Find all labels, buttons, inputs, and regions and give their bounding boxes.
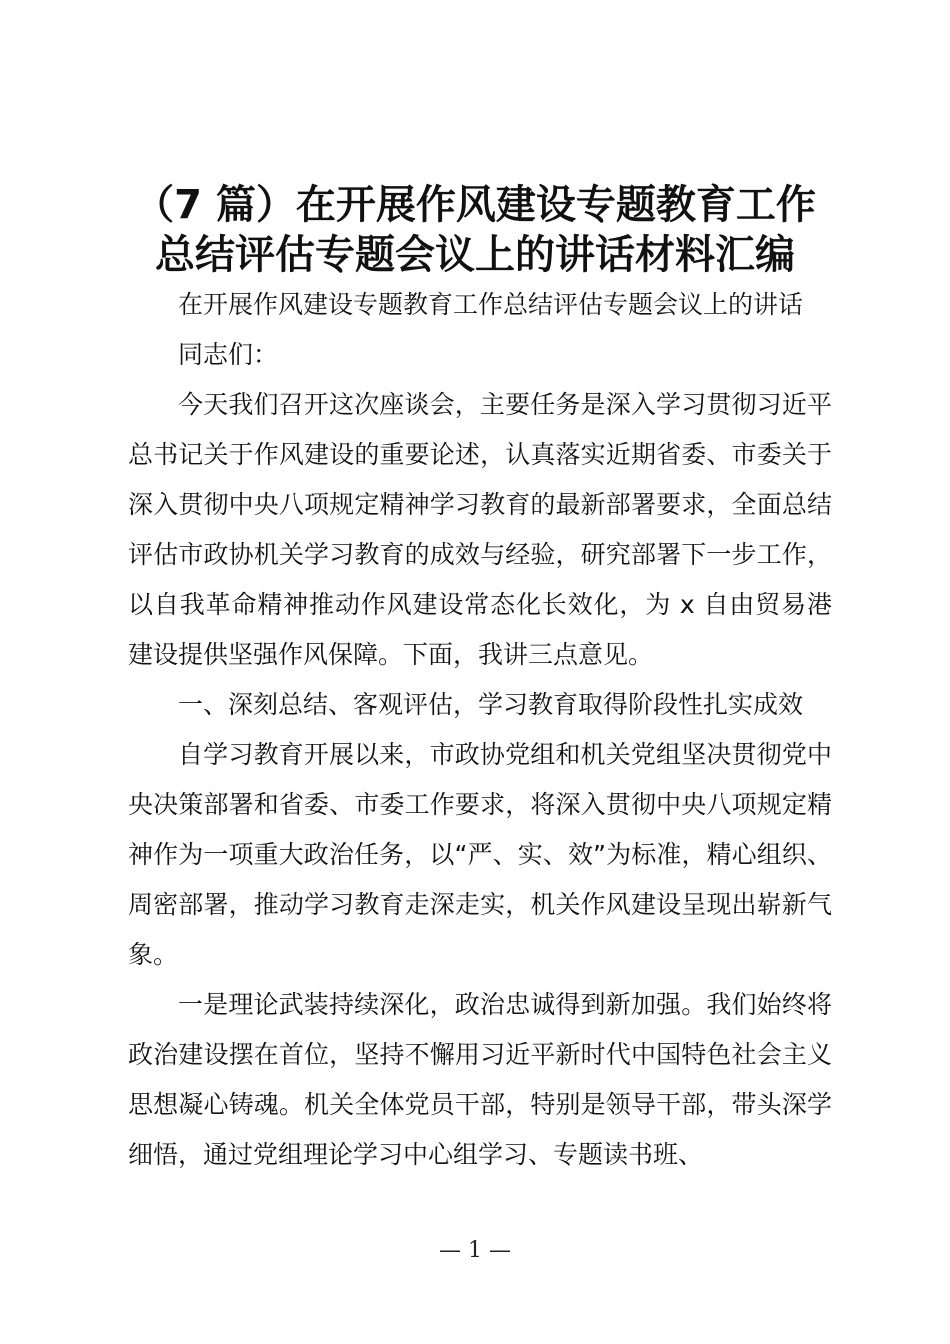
speech-heading: 在开展作风建设专题教育工作总结评估专题会议上的讲话	[178, 290, 804, 319]
title-line-1: （7 篇）在开展作风建设专题教育工作	[134, 182, 816, 228]
page-number: — 1 —	[439, 1238, 511, 1263]
section-heading-1: 一、深刻总结、客观评估，学习教育取得阶段性扎实成效	[178, 690, 804, 719]
title-line-2: 总结评估专题会议上的讲话材料汇编	[155, 232, 795, 278]
paragraph-point-1: 一是理论武装持续深化，政治忠诚得到新加强。我们始终将政治建设摆在首位，坚持不懈用习近平新时代中国特色社会主义思想凝心铸魂。机关全体党员干部，特别是领导干部，带头深学细悟，通过党组理论学习中心组学习、专题读书班、	[128, 990, 832, 1169]
paragraph-section-1: 自学习教育开展以来，市政协党组和机关党组坚决贯彻党中央决策部署和省委、市委工作要求，将深入贯彻中央八项规定精神作为一项重大政治任务，以“严、实、效”为标准，精心组织、周密部署，推动学习教育走深走实，机关作风建设呈现出崭新气象。	[128, 740, 832, 969]
salutation: 同志们：	[178, 340, 279, 369]
paragraph-intro: 今天我们召开这次座谈会，主要任务是深入学习贯彻习近平总书记关于作风建设的重要论述，认真落实近期省委、市委关于深入贯彻中央八项规定精神学习教育的最新部署要求，全面总结评估市政协机关学习教育的成效与经验，研究部署下一步工作，以自我革命精神推动作风建设常态化长效化，为 x 自由贸易港建设提供坚强作风保障。下面，我讲三点意见。	[128, 390, 832, 669]
document-body	[128, 280, 832, 1180]
document-title	[0, 180, 950, 280]
